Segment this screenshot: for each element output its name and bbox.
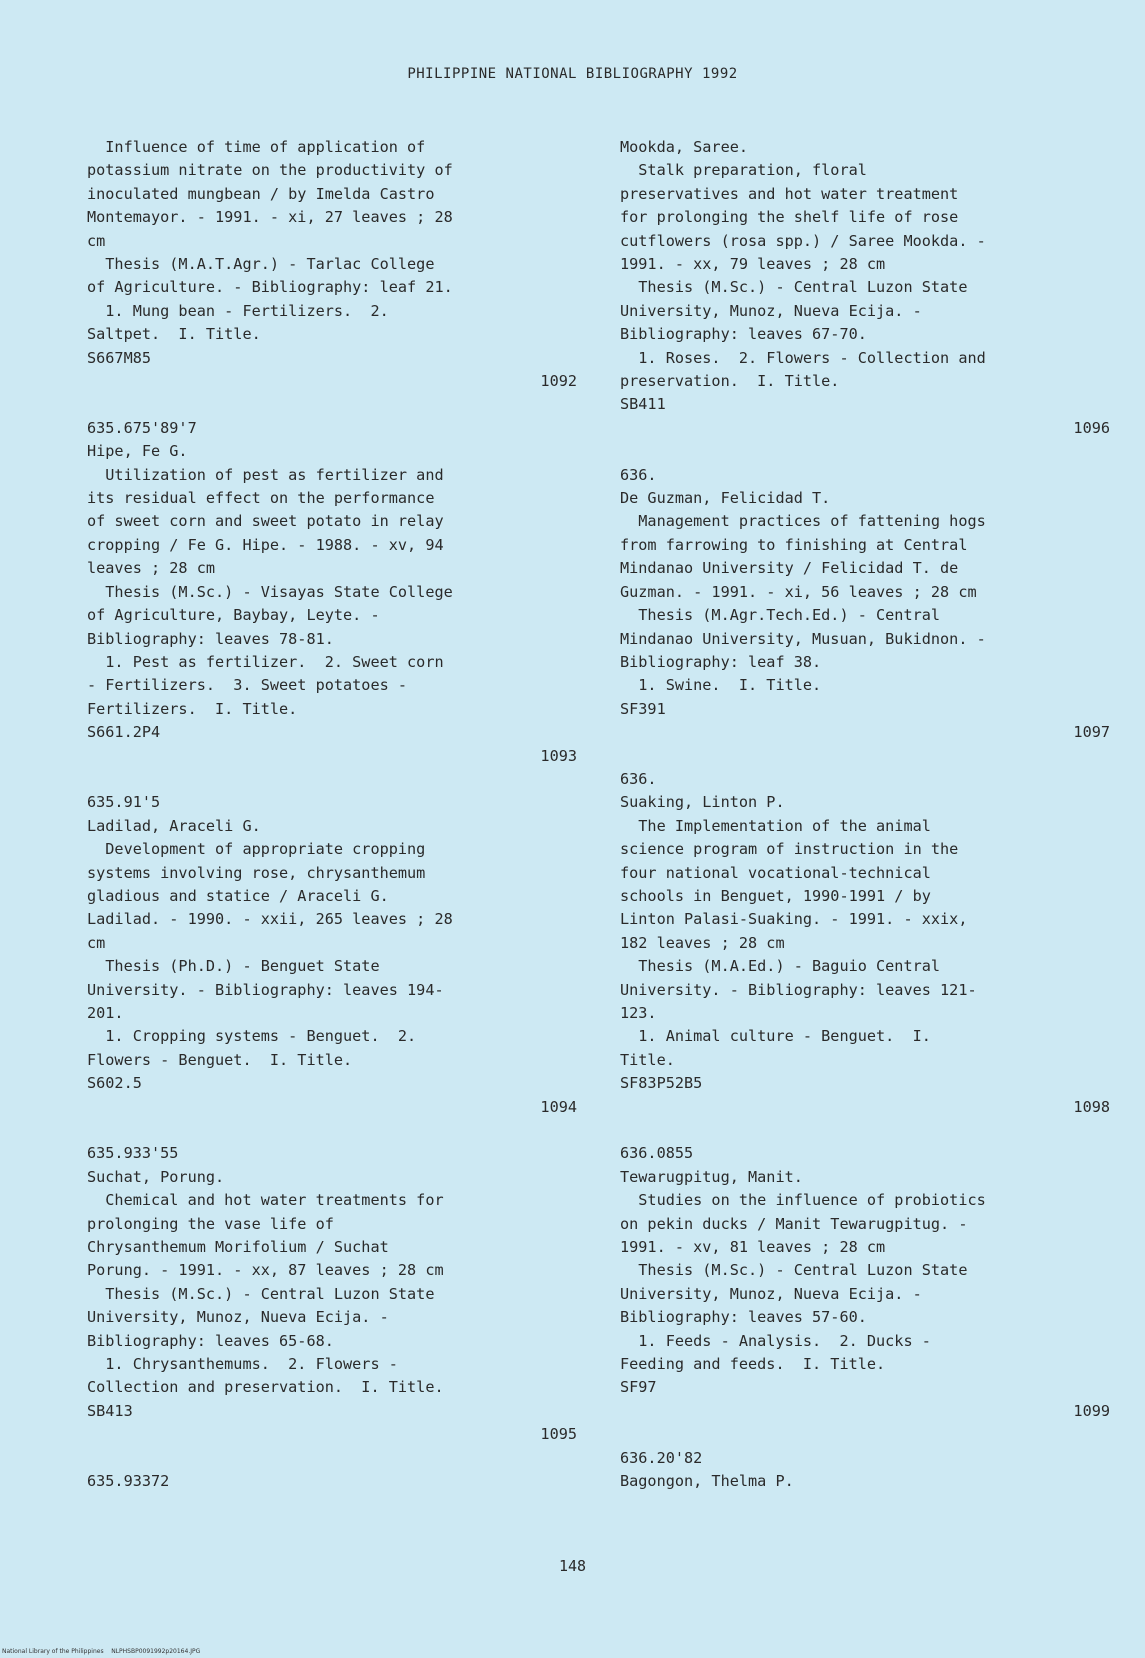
entry-line: systems involving rose, chrysanthemum [87, 863, 426, 882]
entry-line: S667M85 [87, 348, 152, 367]
entry-line: Guzman. - 1991. - xi, 56 leaves ; 28 cm [620, 582, 977, 601]
right-column [620, 136, 1110, 1494]
entry-gap [620, 745, 1110, 768]
entry-line: Thesis (Ph.D.) - Benguet State [87, 957, 380, 976]
entry-line: Collection and preservation. I. Title. [87, 1378, 444, 1397]
entry-line: Bibliography: leaves 67-70. [620, 325, 867, 344]
entry-line: Chrysanthemum Morifolium / Suchat [87, 1238, 389, 1257]
entry-line: SF83P52B5 [620, 1074, 703, 1093]
entry-line: The Implementation of the animal [620, 816, 931, 835]
bibliography-entry [87, 791, 577, 1142]
bibliography-entry [87, 1470, 577, 1493]
entry-line: 1991. - xx, 79 leaves ; 28 cm [620, 255, 886, 274]
entry-line: Mookda, Saree. [620, 138, 749, 156]
entry-line: Suaking, Linton P. [620, 793, 785, 812]
entry-line: of Agriculture, Baybay, Leyte. - [87, 606, 380, 625]
entry-line: University, Munoz, Nueva Ecija. - [87, 1308, 389, 1327]
entry-line: Management practices of fattening hogs [620, 512, 986, 531]
entry-gap [620, 440, 1110, 463]
entry-line: Thesis (M.Sc.) - Central Luzon State [620, 1261, 968, 1280]
entry-line: University. - Bibliography: leaves 121- [620, 980, 977, 999]
entry-line: Thesis (M.Sc.) - Central Luzon State [620, 278, 968, 297]
entry-line: Bagongon, Thelma P. [620, 1472, 794, 1491]
entry-line: Hipe, Fe G. [87, 442, 188, 461]
entry-line: University. - Bibliography: leaves 194- [87, 980, 444, 999]
entry-line: De Guzman, Felicidad T. [620, 489, 831, 508]
entry-line: on pekin ducks / Manit Tewarugpitug. - [620, 1214, 968, 1233]
entry-gap [87, 768, 577, 791]
bibliography-entry [620, 1142, 1110, 1446]
entry-line: SB413 [87, 1401, 133, 1420]
entry-gap [620, 1423, 1110, 1446]
entry-line: S661.2P4 [87, 723, 161, 742]
entry-line: Thesis (M.Sc.) - Visayas State College [87, 582, 453, 601]
entry-line: 182 leaves ; 28 cm [620, 933, 785, 952]
entry-gap [87, 1447, 577, 1470]
entry-number: 1097 [1073, 723, 1110, 742]
entry-line: Thesis (M.Sc.) - Central Luzon State [87, 1284, 435, 1303]
entry-line: 635.93372 [87, 1472, 170, 1491]
entry-line: Bibliography: leaf 38. [620, 652, 822, 671]
entry-line: preservation. I. Title. [620, 372, 840, 391]
entry-line: University, Munoz, Nueva Ecija. - [620, 1284, 922, 1303]
entry-line: 1. Feeds - Analysis. 2. Ducks - [620, 1331, 931, 1350]
entry-line: Bibliography: leaves 57-60. [620, 1308, 867, 1327]
entry-line: 1. Chrysanthemums. 2. Flowers - [87, 1355, 398, 1374]
entry-line: preservatives and hot water treatment [620, 184, 959, 203]
entry-line: Saltpet. I. Title. [87, 325, 261, 344]
entry-line: University, Munoz, Nueva Ecija. - [620, 301, 922, 320]
entry-line: inoculated mungbean / by Imelda Castro [87, 184, 435, 203]
entry-line: S602.5 [87, 1074, 142, 1093]
entry-line: its residual effect on the performance [87, 489, 435, 508]
bibliography-entry [620, 768, 1110, 1142]
entry-line: 1. Animal culture - Benguet. I. [620, 1027, 931, 1046]
entry-line: 636. [620, 769, 657, 788]
entry-line: Tewarugpitug, Manit. [620, 1167, 803, 1186]
entry-line: 635.91'5 [87, 793, 161, 812]
entry-line: 635.933'55 [87, 1144, 179, 1163]
entry-line: SF97 [620, 1378, 657, 1397]
entry-line: Bibliography: leaves 65-68. [87, 1331, 334, 1350]
entry-line: Influence of time of application of [87, 138, 426, 156]
entry-line: Thesis (M.Agr.Tech.Ed.) - Central [620, 606, 941, 625]
entry-number: 1096 [1073, 418, 1110, 437]
entry-line: Montemayor. - 1991. - xi, 27 leaves ; 28 [87, 208, 453, 227]
entry-line: 123. [620, 1004, 657, 1022]
entry-line: Linton Palasi-Suaking. - 1991. - xxix, [620, 910, 968, 929]
entry-line: prolonging the vase life of [87, 1214, 334, 1233]
entry-number: 1095 [540, 1425, 577, 1444]
entry-number: 1094 [540, 1097, 577, 1116]
entry-line: 1. Swine. I. Title. [620, 676, 822, 695]
bibliography-entry [87, 1142, 577, 1470]
entry-line: Flowers - Benguet. I. Title. [87, 1050, 353, 1069]
entry-gap [87, 1119, 577, 1142]
entry-line: from farrowing to finishing at Central [620, 535, 968, 554]
entry-line: of Agriculture. - Bibliography: leaf 21. [87, 278, 453, 297]
bibliography-entry [620, 136, 1110, 464]
entry-gap [620, 1119, 1110, 1142]
entry-line: potassium nitrate on the productivity of [87, 161, 453, 180]
entry-line: Mindanao University / Felicidad T. de [620, 559, 959, 578]
entry-line: 636.0855 [620, 1144, 694, 1163]
bibliography-entry [620, 464, 1110, 768]
entry-line: 1. Cropping systems - Benguet. 2. [87, 1027, 417, 1046]
entry-gap [87, 393, 577, 416]
entry-line: schools in Benguet, 1990-1991 / by [620, 886, 931, 905]
entry-line: cm [87, 231, 106, 250]
entry-number: 1093 [540, 746, 577, 765]
entry-line: Fertilizers. I. Title. [87, 699, 298, 718]
entry-line: Ladilad, Araceli G. [87, 816, 261, 835]
entry-line: Studies on the influence of probiotics [620, 1191, 986, 1210]
entry-line: science program of instruction in the [620, 840, 959, 859]
footer-note: National Library of the Philippines NLPHSBP0091992p20164.JPG [2, 1648, 201, 1655]
left-column [87, 136, 577, 1494]
entry-line: Stalk preparation, floral [620, 161, 867, 180]
entry-line: Development of appropriate cropping [87, 840, 426, 859]
bibliography-entry [620, 1447, 1110, 1494]
page-number: 148 [558, 1557, 587, 1575]
entry-line: cutflowers (rosa spp.) / Saree Mookda. - [620, 231, 986, 250]
entry-line: Mindanao University, Musuan, Bukidnon. - [620, 629, 986, 648]
entry-line: 1991. - xv, 81 leaves ; 28 cm [620, 1238, 886, 1257]
entry-line: Title. [620, 1050, 675, 1069]
entry-line: Porung. - 1991. - xx, 87 leaves ; 28 cm [87, 1261, 444, 1280]
entry-line: SF391 [620, 699, 666, 718]
entry-line: Utilization of pest as fertilizer and [87, 465, 444, 484]
entry-line: Bibliography: leaves 78-81. [87, 629, 334, 648]
entry-line: - Fertilizers. 3. Sweet potatoes - [87, 676, 408, 695]
entry-line: for prolonging the shelf life of rose [620, 208, 959, 227]
entry-number: 1098 [1073, 1097, 1110, 1116]
page-header: PHILIPPINE NATIONAL BIBLIOGRAPHY 1992 [407, 66, 738, 82]
entry-line: Suchat, Porung. [87, 1167, 225, 1186]
entry-line: Feeding and feeds. I. Title. [620, 1355, 886, 1374]
entry-line: 636. [620, 465, 657, 484]
entry-line: 636.20'82 [620, 1448, 703, 1467]
entry-line: leaves ; 28 cm [87, 559, 216, 578]
entry-line: 1. Roses. 2. Flowers - Collection and [620, 348, 986, 367]
entry-line: 635.675'89'7 [87, 418, 197, 437]
bibliography-entry [87, 136, 577, 417]
entry-number: 1092 [540, 372, 577, 391]
entry-line: cm [87, 933, 106, 952]
entry-line: four national vocational-technical [620, 863, 931, 882]
entry-line: Chemical and hot water treatments for [87, 1191, 444, 1210]
entry-line: Ladilad. - 1990. - xxii, 265 leaves ; 28 [87, 910, 453, 929]
entry-line: 1. Pest as fertilizer. 2. Sweet corn [87, 652, 444, 671]
bibliography-entry [87, 417, 577, 791]
entry-line: 1. Mung bean - Fertilizers. 2. [87, 301, 389, 320]
entry-line: Thesis (M.A.Ed.) - Baguio Central [620, 957, 941, 976]
entry-line: SB411 [620, 395, 666, 414]
entry-number: 1099 [1073, 1401, 1110, 1420]
entry-line: cropping / Fe G. Hipe. - 1988. - xv, 94 [87, 535, 444, 554]
entry-line: gladious and statice / Araceli G. [87, 886, 389, 905]
entry-line: 201. [87, 1004, 124, 1022]
entry-line: of sweet corn and sweet potato in relay [87, 512, 444, 531]
entry-line: Thesis (M.A.T.Agr.) - Tarlac College [87, 255, 435, 274]
